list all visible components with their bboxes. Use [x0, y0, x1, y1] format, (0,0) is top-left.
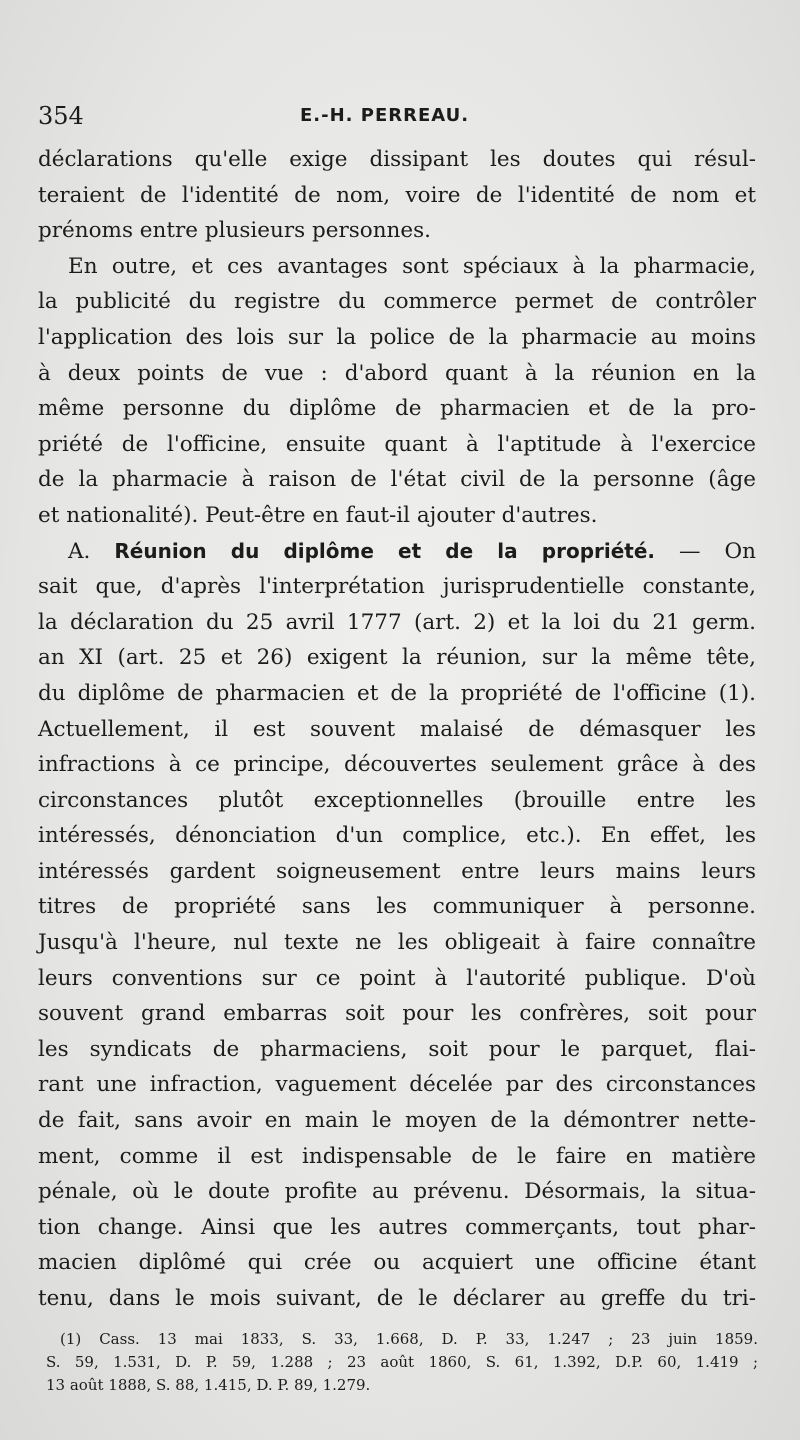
body-line: titres de propriété sans les communiquer à personne.	[38, 894, 756, 920]
body-text	[38, 142, 756, 1317]
body-line: prénoms entre plusieurs personnes.	[38, 218, 431, 244]
body-line: de fait, sans avoir en main le moyen de la démontrer nette-	[38, 1108, 756, 1134]
footnotes	[46, 1328, 758, 1397]
footnote-line: S. 59, 1.531, D. P. 59, 1.288 ; 23 août 1860, S. 61, 1.392, D.P. 60, 1.419 ;	[46, 1353, 758, 1371]
footnote-line: (1) Cass. 13 mai 1833, S. 33, 1.668, D. P. 33, 1.247 ; 23 juin 1859.	[60, 1330, 758, 1348]
section-heading-line	[38, 534, 756, 570]
body-line: leurs conventions sur ce point à l'autorité publique. D'où	[38, 965, 756, 991]
body-line: la publicité du registre du commerce permet de contrôler	[38, 289, 756, 315]
body-line: à deux points de vue : d'abord quant à la réunion en la	[38, 360, 756, 386]
running-head-author: E.-H. PERREAU.	[300, 105, 470, 126]
body-line: priété de l'officine, ensuite quant à l'aptitude à l'exercice	[38, 431, 756, 457]
body-line: infractions à ce principe, découvertes seulement grâce à des	[38, 752, 756, 778]
footnote-line: 13 août 1888, S. 88, 1.415, D. P. 89, 1.279.	[46, 1376, 371, 1394]
body-line: intéressés gardent soigneusement entre leurs mains leurs	[38, 858, 756, 884]
section-title: Réunion du diplôme et de la propriété.	[114, 538, 656, 563]
body-line: an XI (art. 25 et 26) exigent la réunion, sur la même tête,	[38, 645, 756, 671]
body-line: l'application des lois sur la police de la pharmacie au moins	[38, 324, 756, 350]
body-line: la déclaration du 25 avril 1777 (art. 2) et la loi du 21 germ.	[38, 609, 756, 635]
body-line: tenu, dans le mois suivant, de le déclarer au greffe du tri-	[38, 1286, 756, 1311]
body-line: macien diplômé qui crée ou acquiert une officine étant	[38, 1250, 756, 1276]
body-line: circonstances plutôt exceptionnelles (brouille entre les	[38, 787, 756, 813]
section-label: A.	[68, 538, 91, 564]
page-header	[38, 96, 758, 136]
body-line: même personne du diplôme de pharmacien et de la pro-	[38, 396, 756, 422]
body-line: sait que, d'après l'interprétation jurisprudentielle constante,	[38, 574, 756, 600]
section-first-line-rest: — On	[679, 538, 756, 564]
body-line: et nationalité). Peut-être en faut-il ajouter d'autres.	[38, 502, 598, 528]
body-line: rant une infraction, vaguement décelée par des circonstances	[38, 1072, 756, 1098]
body-line: de la pharmacie à raison de l'état civil de la personne (âge	[38, 467, 756, 493]
body-line: intéressés, dénonciation d'un complice, etc.). En effet, les	[38, 823, 756, 849]
body-line: ment, comme il est indispensable de le faire en matière	[38, 1143, 756, 1169]
body-line: déclarations qu'elle exige dissipant les doutes qui résul-	[38, 147, 756, 172]
body-line: Actuellement, il est souvent malaisé de démasquer les	[38, 716, 756, 742]
body-line: Jusqu'à l'heure, nul texte ne les obligeait à faire connaître	[38, 930, 756, 956]
body-line: tion change. Ainsi que les autres commerçants, tout phar-	[38, 1214, 756, 1240]
body-line: En outre, et ces avantages sont spéciaux à la pharmacie,	[68, 253, 756, 279]
body-line: pénale, où le doute profite au prévenu. Désormais, la situa-	[38, 1179, 756, 1205]
body-line: les syndicats de pharmaciens, soit pour le parquet, flai-	[38, 1036, 756, 1062]
page-number: 354	[38, 102, 84, 130]
body-line: teraient de l'identité de nom, voire de l'identité de nom et	[38, 182, 756, 208]
body-line: du diplôme de pharmacien et de la propriété de l'officine (1).	[38, 680, 756, 706]
body-line: souvent grand embarras soit pour les confrères, soit pour	[38, 1001, 756, 1027]
